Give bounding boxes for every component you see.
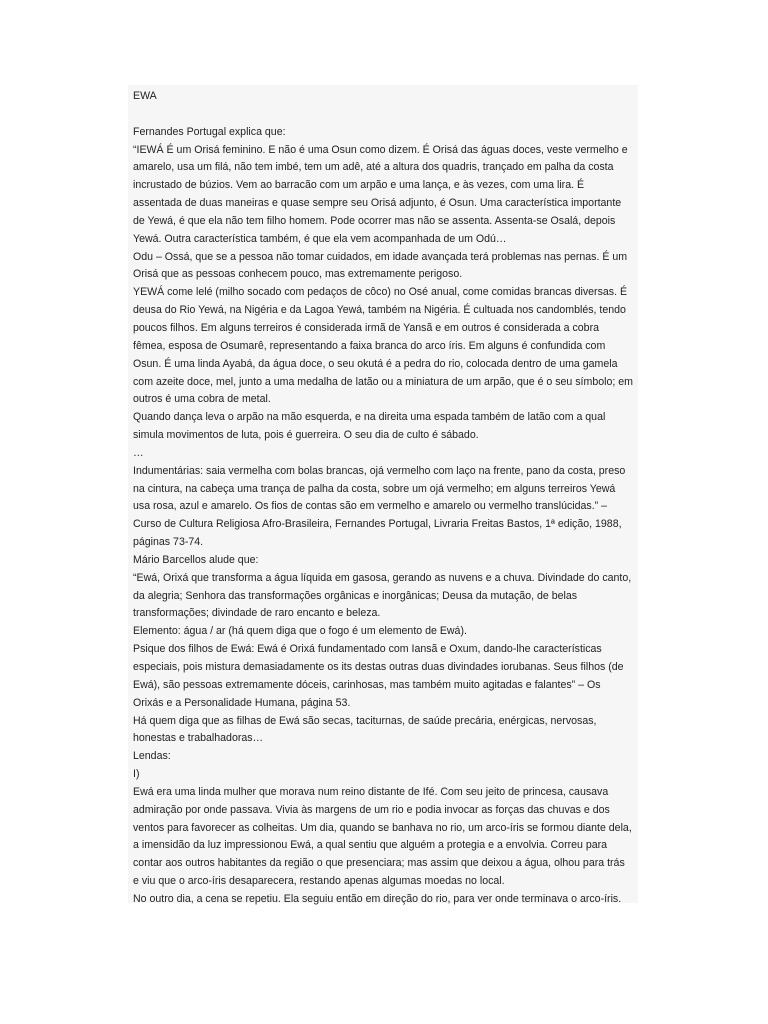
text-line: especiais, pois mistura demasiadamente os its destas outras duas divindades iorubanas. Seus filhos (de bbox=[133, 661, 624, 673]
text-line: Ewá), são pessoas extremamente dóceis, carinhosas, mas também muito agitadas e falantes” – Os bbox=[133, 678, 601, 691]
blank-line bbox=[133, 106, 638, 124]
document-title: EWA bbox=[133, 90, 157, 102]
text-line: Fernandes Portugal explica que: bbox=[133, 125, 286, 138]
text-line: Indumentárias: saia vermelha com bolas brancas, ojá vermelho com laço na frente, pano da costa, preso bbox=[133, 464, 626, 477]
text-line: páginas 73-74. bbox=[133, 536, 204, 549]
text-line: de Yewá, é que ela não tem filho homem. Pode ocorrer mas não se assenta. Assenta-se Osalá, depois bbox=[133, 214, 616, 227]
text-line: Há quem diga que as filhas de Ewá são secas, taciturnas, de saúde precária, enérgicas, nervosas, bbox=[133, 714, 597, 727]
text-line: Ewá era uma linda mulher que morava num reino distante de Ifé. Com seu jeito de princesa, causava bbox=[133, 785, 609, 798]
text-line: Yewá. Outra característica também, é que ela vem acompanhada de um Odú… bbox=[133, 232, 507, 245]
text-line: assentada de duas maneiras e quase sempre seu Orisá adjunto, é Osun. Uma característica importante bbox=[133, 197, 622, 210]
text-line: “IEWÁ É um Orisá feminino. E não é uma Osun como dizem. É Orisá das águas doces, veste vermelho e bbox=[133, 143, 628, 156]
text-line: admiração por onde passava. Vivia às margens de um rio e podia invocar as forças das chuvas e dos bbox=[133, 803, 610, 816]
text-line: I) bbox=[133, 768, 140, 781]
text-line: e viu que o arco-íris desaparecera, restando apenas algumas moedas no local. bbox=[133, 875, 505, 888]
text-line: usa rosa, azul e amarelo. Os fios de contas são em vermelho e amarelo ou vermelho translúcidas.” – bbox=[133, 500, 608, 513]
text-line: contar aos outros habitantes da região o que presenciara; mas assim que deixou a água, olhou para trás bbox=[133, 857, 625, 870]
text-line: Psique dos filhos de Ewá: Ewá é Orixá fundamentado com Iansã e Oxum, dando-lhe características bbox=[133, 643, 602, 656]
text-line: outros é uma cobra de metal. bbox=[133, 393, 271, 406]
text-line: fêmea, esposa de Osumarê, representando a faixa branca do arco íris. Em alguns é confundida com bbox=[133, 339, 606, 352]
text-line: Orisá que as pessoas conhecem pouco, mas extremamente perigoso. bbox=[133, 268, 463, 281]
text-line: ventos para favorecer as colheitas. Um dia, quando se banhava no rio, um arco-íris se formou diante dela, bbox=[133, 821, 632, 834]
text-line: na cintura, na cabeça uma trança de palha da costa, sobre um ojá vermelho; em alguns terreiros Yewá bbox=[133, 482, 616, 495]
text-line: Curso de Cultura Religiosa Afro-Brasileira, Fernandes Portugal, Livraria Freitas Bastos, 1ª edição, 1988, bbox=[133, 518, 622, 531]
text-line: Elemento: água / ar (há quem diga que o fogo é um elemento de Ewá). bbox=[133, 625, 467, 638]
text-line: “Ewá, Orixá que transforma a água líquida em gasosa, gerando as nuvens e a chuva. Divindade do canto, bbox=[133, 571, 632, 584]
text-line: incrustado de búzios. Vem ao barracão com um arpão e uma lança, e às vezes, com uma lira. É bbox=[133, 179, 585, 192]
text-line: … bbox=[133, 446, 144, 459]
text-line: poucos filhos. Em alguns terreiros é considerada irmã de Yansã e em outros é considerada a cobra bbox=[133, 321, 599, 334]
text-line: Mário Barcellos alude que: bbox=[133, 553, 259, 566]
text-line: Osun. É uma linda Ayabá, da água doce, o seu okutá é a pedra do rio, colocada dentro de uma gamela bbox=[133, 357, 618, 370]
text-line: Orixás e a Personalidade Humana, página 53. bbox=[133, 696, 351, 709]
text-line: Odu – Ossá, que se a pessoa não tomar cuidados, em idade avançada terá problemas nas pernas. É um bbox=[133, 250, 628, 263]
text-line: com azeite doce, mel, junto a uma medalha de latão ou a miniatura de um arpão, que é o seu símbolo; em bbox=[133, 375, 633, 388]
text-line: Quando dança leva o arpão na mão esquerda, e na direita uma espada também de latão com a qual bbox=[133, 411, 606, 424]
document-body bbox=[133, 88, 638, 909]
text-line: No outro dia, a cena se repetiu. Ela seguiu então em direção do rio, para ver onde terminava o arco-íris. bbox=[133, 892, 622, 905]
text-line: amarelo, usa um filá, não tem imbé, tem um adê, até a altura dos quadris, trançado em palha da costa bbox=[133, 161, 614, 174]
text-line: simula movimentos de luta, pois é guerreira. O seu dia de culto é sábado. bbox=[133, 429, 479, 442]
text-line: YEWÁ come lelé (milho socado com pedaços de côco) no Osé anual, come comidas brancas diversas. É bbox=[133, 286, 628, 299]
text-line: a imensidão da luz impressionou Ewá, a qual sentiu que alguém a protegia e a envolvia. Correu para bbox=[133, 839, 608, 852]
text-line: honestas e trabalhadoras… bbox=[133, 732, 264, 745]
text-line: deusa do Rio Yewá, na Nigéria e da Lagoa Yewá, também na Nigéria. É cultuada nos candomblés, tendo bbox=[133, 304, 626, 317]
text-line: transformações; divindade de raro encanto e beleza. bbox=[133, 607, 381, 620]
text-line: Lendas: bbox=[133, 750, 171, 763]
text-line: da alegria; Senhora das transformações orgânicas e inorgânicas; Deusa da mutação, de belas bbox=[133, 589, 578, 602]
